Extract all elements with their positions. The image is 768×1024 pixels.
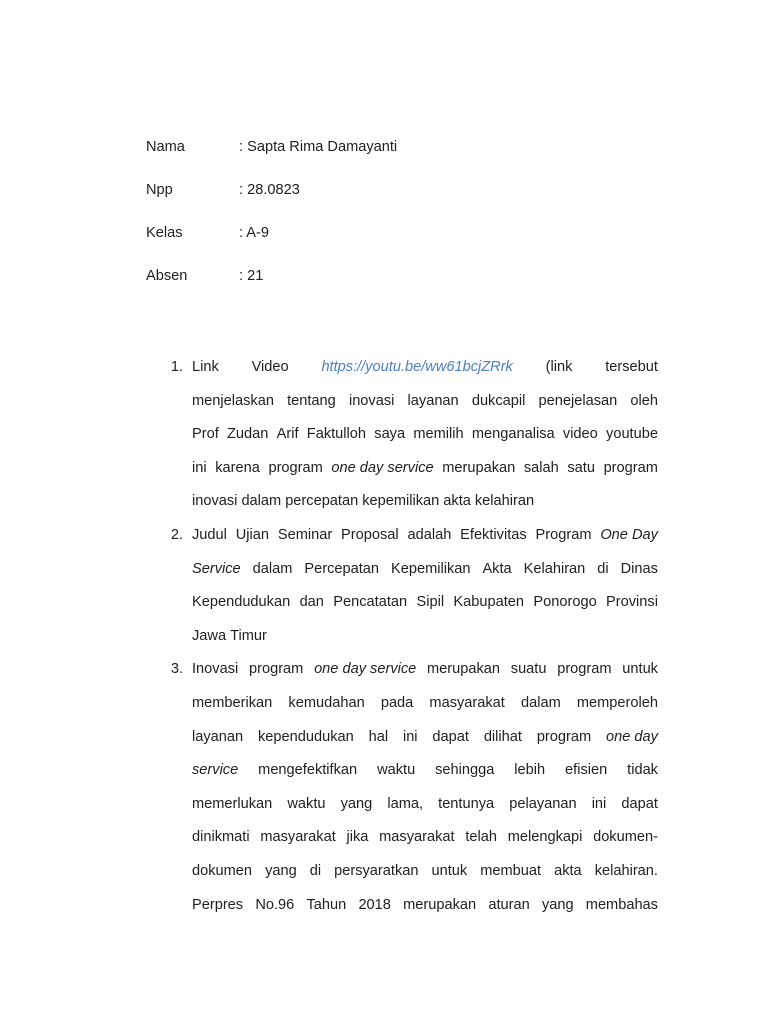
word: di [597,560,609,577]
word: dapat [621,795,658,812]
word: Dinas [620,560,658,577]
word: persyaratkan [334,862,419,879]
word: kependudukan [257,728,354,745]
word: merupakan [403,896,477,913]
info-label: Nama [146,139,185,155]
word: memperoleh [576,694,658,711]
italic-term: service [192,762,239,779]
list-item [160,653,658,922]
info-row-absen [146,266,397,309]
word: efisien [565,762,608,779]
word: program [248,661,304,678]
word: Sipil [416,594,445,611]
italic-term: one day service [331,459,434,476]
word: memerlukan [192,795,273,812]
word: pelayanan [509,795,577,812]
word: Jawa [192,627,227,644]
word: ini [591,795,607,812]
word: inovasi [348,392,395,409]
word: kelahiran [474,493,535,510]
list-item [160,519,658,653]
word: aturan [488,896,530,913]
list-number [160,351,192,519]
word: Kependudukan [192,594,291,611]
text-line [192,519,658,553]
list-item-body [192,351,658,519]
text-line [192,620,658,654]
text-line [192,788,658,822]
word: program [536,728,592,745]
list-item [160,351,658,519]
word: yang [265,862,297,879]
word: (link [545,359,573,375]
text-line [192,553,658,587]
video-link[interactable]: https://youtu.be/ww61bcjZRrk [321,359,513,375]
word: Tahun [306,896,347,913]
word: saya [374,426,406,443]
italic-term: Service [192,560,241,577]
word: dan [299,594,324,611]
word: merupakan [427,661,501,678]
word: menjelaskan [192,392,274,409]
text-line [192,653,658,687]
word: program [603,459,658,476]
word: program [268,459,323,476]
word: tentunya [438,795,495,812]
word: ini [192,459,207,476]
word: menganalisa [471,426,555,443]
word: sehingga [435,762,495,779]
word: Judul [192,526,227,543]
word: akta [554,862,582,879]
word: lama, [387,795,424,812]
word: layanan [407,392,459,409]
word: Video [251,359,289,375]
word: tidak [627,762,658,779]
word: masyarakat [260,829,336,846]
word: yang [340,795,373,812]
word: pada [380,694,414,711]
word: melengkapi [507,829,583,846]
text-line [192,351,658,385]
info-value: : 28.0823 [239,182,300,198]
word: dokumen [192,862,253,879]
word: video [562,426,598,443]
text-line [192,687,658,721]
list-number-text: 2. [170,526,183,543]
word: Pencatatan [333,594,408,611]
word: penejelasan [538,392,618,409]
info-row-kelas [146,223,397,266]
info-value: : Sapta Rima Damayanti [239,139,398,155]
word: lebih [514,762,546,779]
word: Inovasi [192,661,239,678]
word: Ponorogo [533,594,597,611]
word: Kabupaten [453,594,525,611]
info-value: : 21 [239,268,264,284]
text-line [192,485,658,519]
word: dukcapil [471,392,526,409]
word: Efektivitas [460,526,527,543]
info-row-npp [146,180,397,223]
info-label: Kelas [146,225,183,241]
word: memberikan [192,694,273,711]
info-row-nama [146,137,397,180]
word: Percepatan [304,560,380,577]
word: membahas [585,896,658,913]
word: tentang [287,392,336,409]
word: di [309,862,322,879]
word: dilihat [483,728,522,745]
word: oleh [630,392,658,409]
word: akta [443,493,471,510]
word: Faktulloh [306,426,367,443]
numbered-list [160,351,658,922]
word: untuk [622,661,658,678]
list-item-body [192,519,658,653]
list-item-body [192,653,658,922]
text-line [192,889,658,923]
word: waktu [287,795,326,812]
word: ini [402,728,418,745]
italic-term: One Day [600,526,658,543]
word: dalam [252,560,293,577]
word: waktu [377,762,416,779]
word: masyarakat [429,694,505,711]
word: dokumen- [593,829,658,846]
list-number [160,653,192,922]
word: jika [346,829,369,846]
word: kepemilikan [362,493,440,510]
word: percepatan [285,493,359,510]
word: Kepemilikan [390,560,471,577]
word: Prof [192,426,219,443]
text-line [192,821,658,855]
word: Seminar [277,526,333,543]
word: adalah [407,526,452,543]
word: yang [541,896,574,913]
word: Timur [230,627,267,644]
word: dalam [520,694,561,711]
list-number [160,519,192,653]
word: suatu [510,661,547,678]
text-line [192,855,658,889]
word: dapat [432,728,469,745]
text-line [192,418,658,452]
word: layanan [192,728,244,745]
word: kelahiran. [594,862,658,879]
word: memilih [413,426,464,443]
word: inovasi [192,493,238,510]
word: dinikmati [192,829,250,846]
text-line [192,754,658,788]
word: Provinsi [606,594,658,611]
word: Arif [276,426,299,443]
word: satu [567,459,595,476]
word: untuk [431,862,468,879]
list-number-text: 3. [170,661,183,678]
info-label: Npp [146,182,173,198]
word: 2018 [358,896,391,913]
word: Ujian [235,526,269,543]
word: No.96 [255,896,295,913]
student-info [146,137,397,309]
italic-term: one day [606,728,658,745]
info-value: : A-9 [239,225,270,241]
word: kemudahan [288,694,365,711]
word: Perpres [192,896,244,913]
word: Zudan [227,426,269,443]
word: merupakan [442,459,516,476]
italic-term: one day service [314,661,417,678]
word: membuat [480,862,542,879]
text-line [192,385,658,419]
word: tersebut [605,359,658,375]
word: masyarakat [379,829,455,846]
word: mengefektifkan [258,762,358,779]
word: Program [535,526,592,543]
text-line [192,452,658,486]
word: program [557,661,612,678]
word: youtube [606,426,658,443]
word: Link [192,359,219,375]
word: Kelahiran [523,560,586,577]
word: karena [215,459,260,476]
word: dalam [241,493,282,510]
word: hal [368,728,389,745]
word: salah [523,459,559,476]
list-number-text: 1. [170,359,183,375]
text-line [192,721,658,755]
text-line [192,586,658,620]
word: Proposal [341,526,399,543]
info-label: Absen [146,268,188,284]
word: telah [465,829,497,846]
word: Akta [482,560,512,577]
